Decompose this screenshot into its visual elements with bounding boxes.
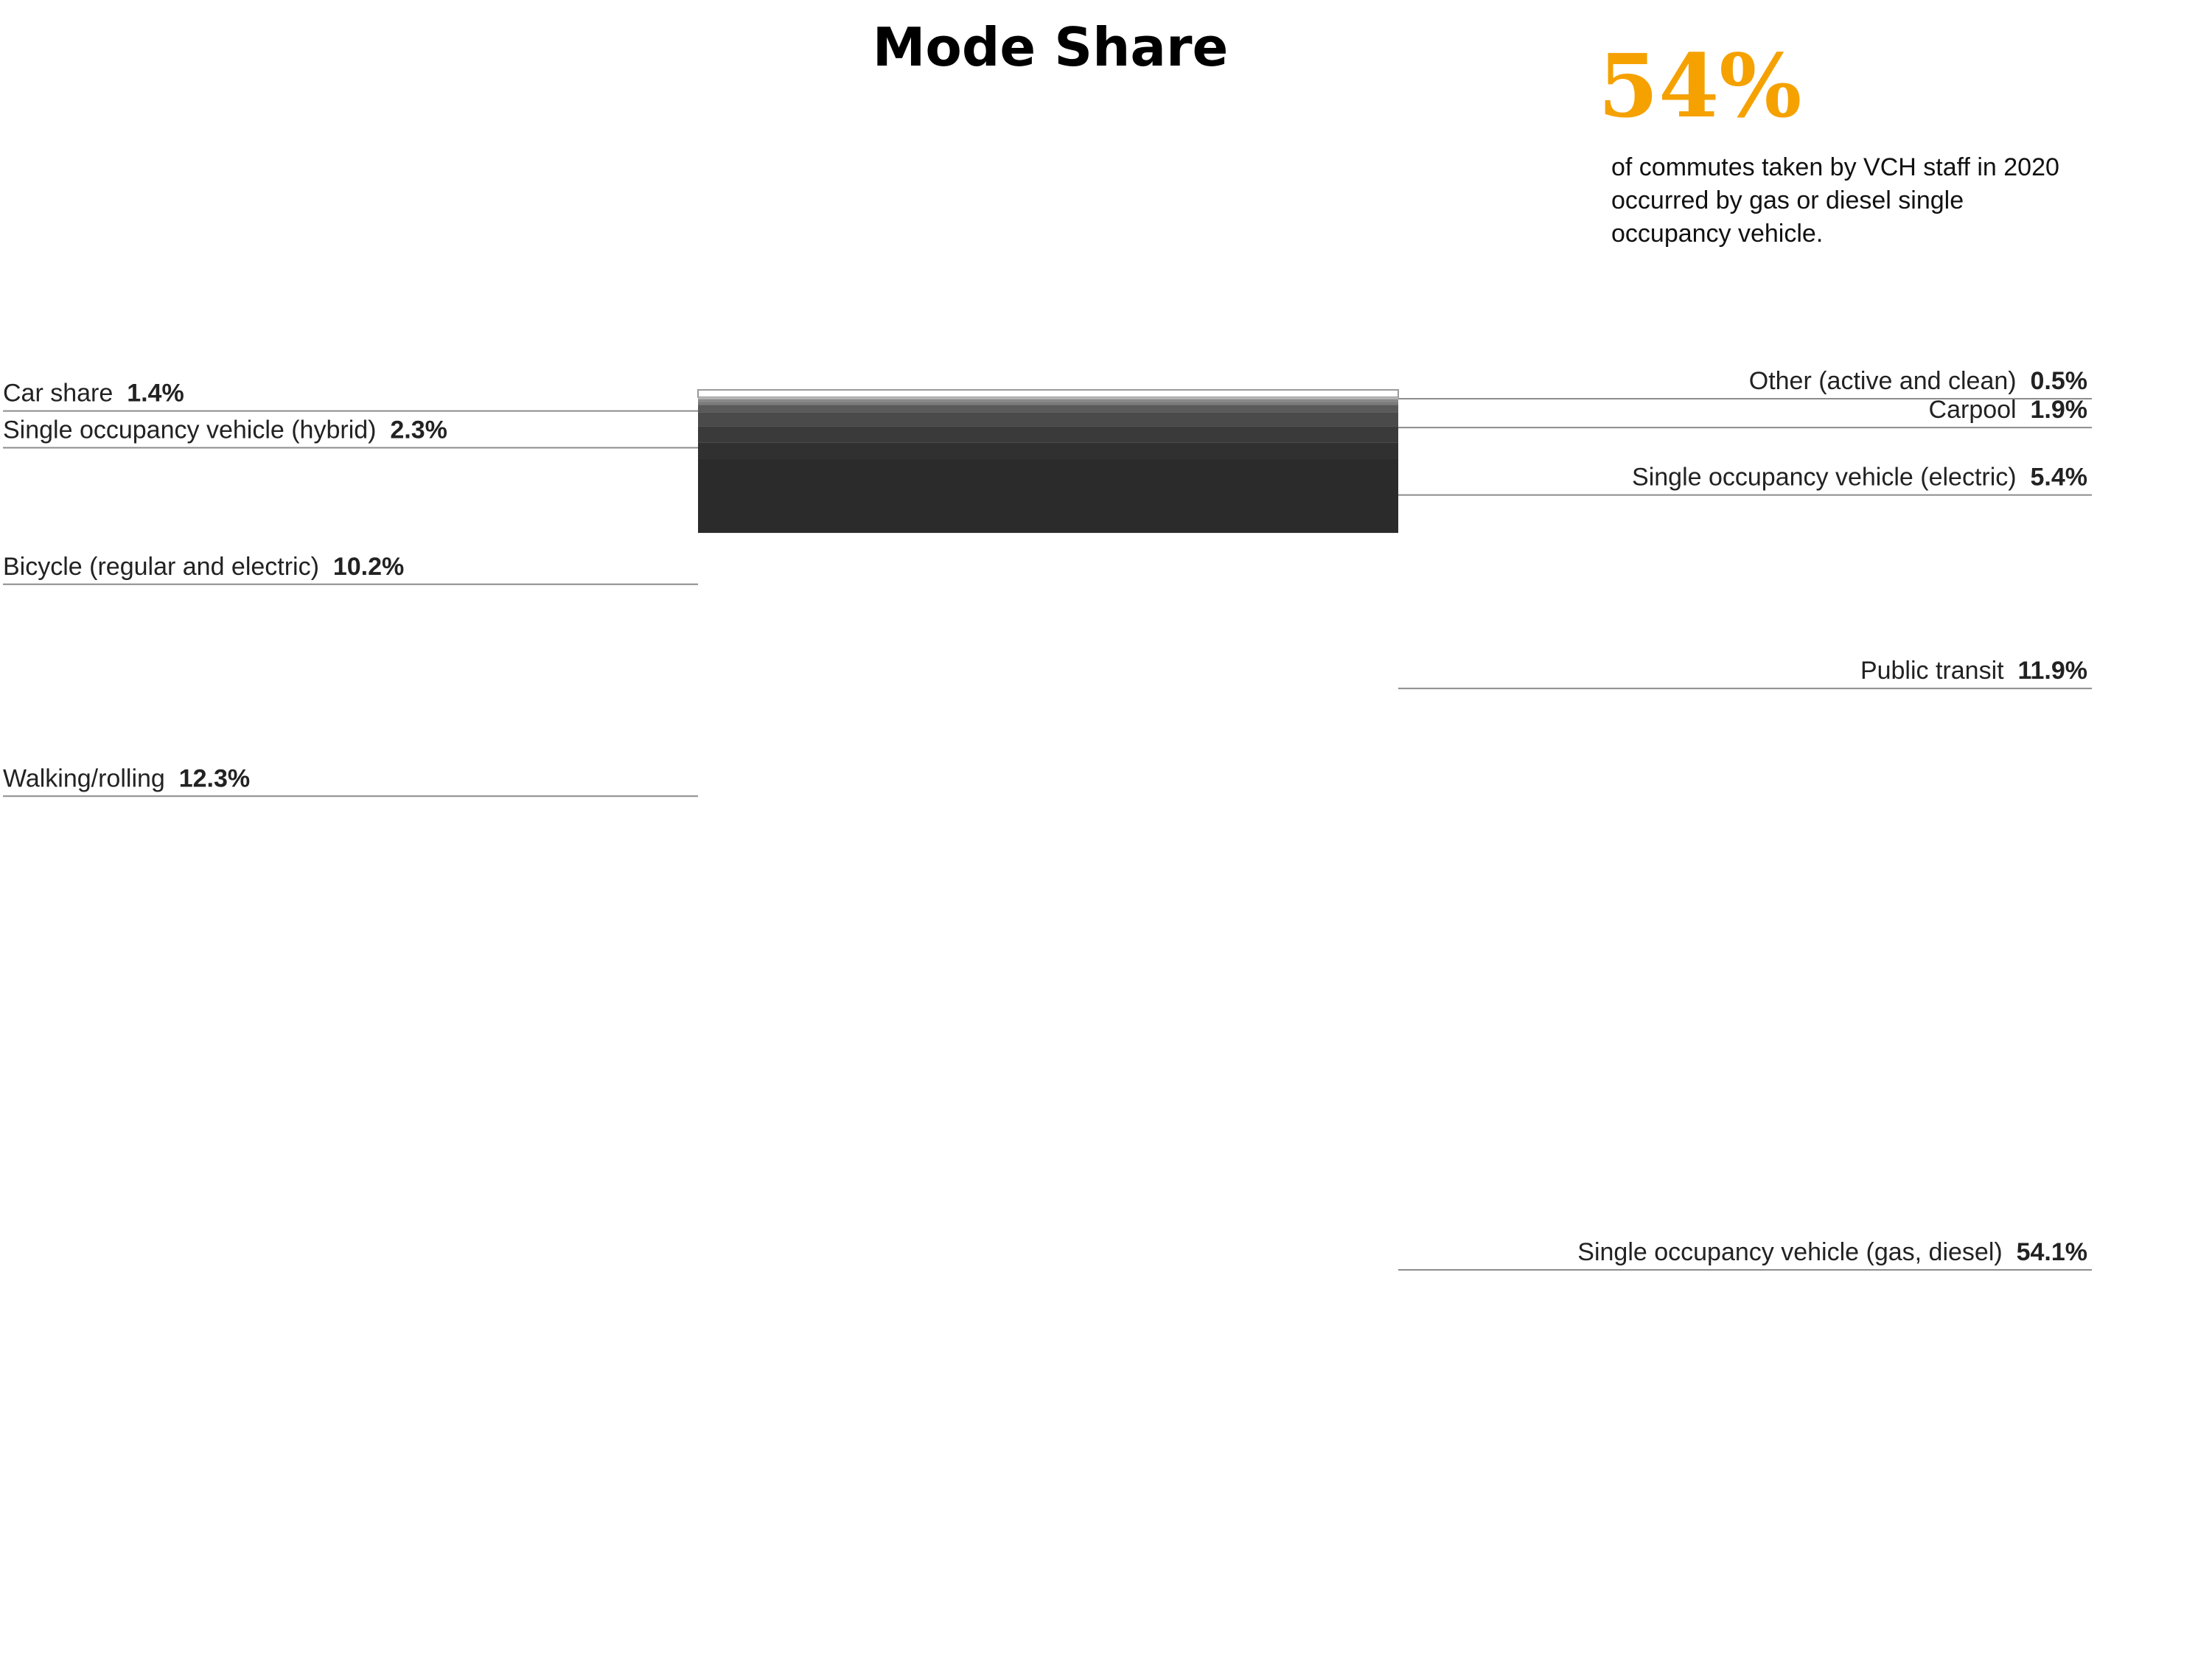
bar-segment-1 <box>698 390 1398 397</box>
segment-label-7 <box>1398 657 2092 688</box>
bar-segment-7 <box>698 426 1398 442</box>
bar-segment-3 <box>698 399 1398 402</box>
segment-label-text: Carpool 1.9% <box>1928 396 2087 425</box>
highlight-description: of commutes taken by VCH staff in 2020 occurred by gas or diesel single occupancy vehicle. <box>1611 153 2059 248</box>
segment-label-5 <box>1398 464 2092 495</box>
segment-label-text: Single occupancy vehicle (electric) 5.4% <box>1632 463 2087 492</box>
segment-label-1 <box>1398 367 2092 399</box>
segment-label-8 <box>3 764 698 796</box>
bar-segment-4 <box>698 402 1398 405</box>
segment-label-text: Car share 1.4% <box>3 379 184 408</box>
segment-label-text: Bicycle (regular and electric) 10.2% <box>3 552 405 581</box>
highlight-stat: 54% <box>1598 35 1802 137</box>
bar-segment-8 <box>698 442 1398 459</box>
segment-label-text: Public transit 11.9% <box>1860 657 2087 685</box>
segment-label-3 <box>1398 396 2092 427</box>
segment-label-2 <box>3 380 698 411</box>
bar-segment-6 <box>698 412 1398 426</box>
bar-segment-2 <box>698 397 1398 399</box>
segment-label-text: Single occupancy vehicle (gas, diesel) 54.1% <box>1577 1238 2087 1266</box>
segment-label-text: Walking/rolling 12.3% <box>3 764 251 793</box>
segment-label-9 <box>1398 1238 2092 1270</box>
bar-segment-5 <box>698 405 1398 412</box>
page-title: Mode Share <box>872 16 1229 78</box>
segment-label-text: Single occupancy vehicle (hybrid) 2.3% <box>3 416 447 444</box>
bar-segment-9 <box>698 459 1398 533</box>
segment-label-4 <box>3 416 698 447</box>
segment-label-text: Other (active and clean) 0.5% <box>1748 366 2087 395</box>
segment-label-6 <box>3 553 698 584</box>
